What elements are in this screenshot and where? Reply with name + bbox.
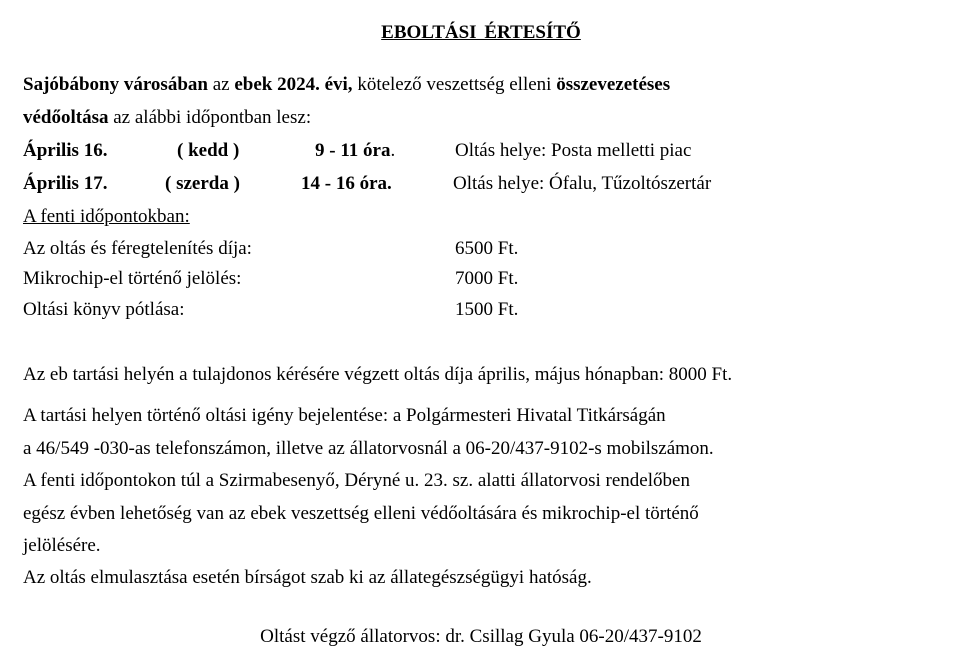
schedule-place: Oltás helye: Posta melletti piac <box>455 140 692 161</box>
price-label: Az oltás és féregtelenítés díja: <box>23 238 252 259</box>
price-label: Mikrochip-el történő jelölés: <box>23 268 242 289</box>
veterinarian-contact: Oltást végző állatorvos: dr. Csillag Gyula 06-20/437-9102 <box>260 626 702 647</box>
paragraph-line: jelölésére. <box>23 535 101 556</box>
town-name: Sajóbábony városában <box>23 74 208 95</box>
paragraph-line: Az oltás elmulasztása esetén bírságot szab ki az állategészségügyi hatóság. <box>23 567 592 588</box>
home-vaccination-fee: Az eb tartási helyén a tulajdonos kérésére végzett oltás díja április, május hónapban: 8000 Ft. <box>23 364 733 385</box>
schedule-date: Április 16. <box>23 140 108 161</box>
paragraph-line: A fenti időpontokon túl a Szirmabesenyő, Déryné u. 23. sz. alatti állatorvosi rendelőben <box>23 470 690 491</box>
intro-vaccination: védőoltása <box>23 107 109 128</box>
price-value: 7000 Ft. <box>455 268 519 289</box>
intro-line-1 <box>23 72 670 98</box>
schedule-time-text: 9 - 11 óra <box>315 140 391 161</box>
schedule-date: Április 17. <box>23 173 108 194</box>
schedule-day: ( szerda ) <box>165 173 240 194</box>
intro-az: az <box>207 74 235 95</box>
paragraph-line: A tartási helyen történő oltási igény bejelentése: a Polgármesteri Hivatal Titkárságán <box>23 405 666 426</box>
schedule-day: ( kedd ) <box>177 140 240 161</box>
prices-heading: A fenti időpontokban: <box>23 206 190 227</box>
intro-ebek-year: ebek 2024. évi, <box>234 74 353 95</box>
price-value: 1500 Ft. <box>455 299 519 320</box>
schedule-time: 14 - 16 óra. <box>301 173 392 194</box>
paragraph-line: a 46/549 -030-as telefonszámon, illetve az állatorvosnál a 06-20/437-9102-s mobilszámon. <box>23 438 714 459</box>
intro-line-2 <box>23 105 311 131</box>
schedule-place: Oltás helye: Ófalu, Tűzoltószertár <box>453 173 712 194</box>
intro-mid: kötelező veszettség elleni <box>352 74 557 95</box>
page-title: EBOLTÁSI ÉRTESÍTŐ <box>381 22 581 43</box>
schedule-time-dot: . <box>390 140 396 161</box>
price-label: Oltási könyv pótlása: <box>23 299 185 320</box>
paragraph-line: egész évben lehetőség van az ebek veszettség elleni védőoltására és mikrochip-el történő <box>23 503 699 524</box>
price-value: 6500 Ft. <box>455 238 519 259</box>
schedule-time <box>315 138 395 164</box>
intro-rest: az alábbi időpontban lesz: <box>108 107 312 128</box>
intro-combined: összevezetéses <box>556 74 671 95</box>
